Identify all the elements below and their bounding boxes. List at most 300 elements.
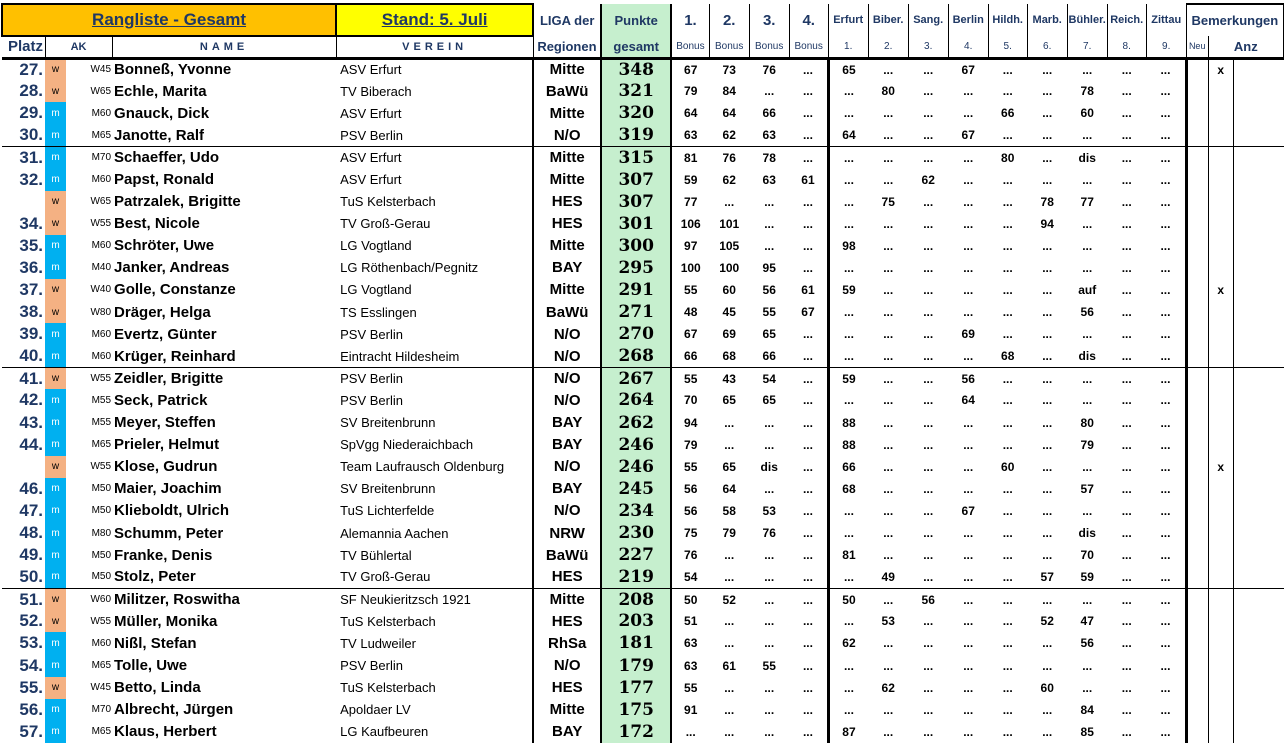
race-result-cell: ... — [1121, 724, 1132, 739]
race-result-cell: ... — [828, 146, 868, 168]
bonus-cell: 63 — [762, 128, 776, 143]
race-result-cell: ... — [843, 349, 854, 364]
bonus-cell: 97 — [684, 238, 698, 253]
race-result-cell: ... — [963, 260, 974, 275]
race-result-cell: ... — [1082, 658, 1093, 673]
blank-cell — [1233, 345, 1283, 367]
race-result-cell: ... — [1002, 194, 1013, 209]
race-result-cell: ... — [1082, 459, 1093, 474]
gender-badge — [45, 323, 66, 345]
race-result-cell: 69 — [961, 327, 975, 342]
race-result-cell: 77 — [1080, 194, 1094, 209]
bonus-cell: ... — [764, 238, 775, 253]
race-result-cell: ... — [963, 569, 974, 584]
anz-cell — [1208, 235, 1233, 257]
race-result-cell: ... — [1082, 62, 1093, 77]
bonus-cell: 73 — [722, 62, 736, 77]
blank-cell — [1233, 412, 1283, 434]
race-result-cell: ... — [883, 238, 894, 253]
neu-cell — [1186, 500, 1208, 522]
blank-cell — [1233, 500, 1283, 522]
bonus-cell: ... — [789, 632, 828, 654]
athlete-name-cell: Janotte, Ralf — [114, 126, 205, 144]
table-row — [2, 456, 1284, 478]
table-row — [2, 412, 1284, 434]
total-points-cell: 307 — [601, 191, 671, 213]
anz-cell — [1208, 544, 1233, 566]
race-result-cell: ... — [1042, 260, 1053, 275]
race-result-cell: 56 — [1080, 305, 1094, 320]
race-result-cell: ... — [843, 614, 854, 629]
blank-cell — [1233, 389, 1283, 411]
race-result-cell: ... — [1027, 367, 1067, 389]
bonus-cell: 100 — [719, 260, 740, 275]
bonus-cell: 58 — [722, 503, 736, 518]
neu-cell — [1186, 389, 1208, 411]
race-result-cell: ... — [923, 128, 934, 143]
anz-cell — [1208, 500, 1233, 522]
age-class-cell: W45 — [90, 682, 112, 694]
gender-label: m — [51, 571, 60, 583]
total-points-cell: 262 — [601, 412, 671, 434]
total-points-cell: 175 — [601, 699, 671, 721]
race-result-cell: ... — [1121, 614, 1132, 629]
race-result-cell: 62 — [921, 172, 935, 187]
table-row — [2, 566, 1284, 588]
gender-badge — [45, 699, 66, 721]
bonus-cell: ... — [724, 569, 735, 584]
anz-cell — [1208, 721, 1233, 743]
race-result-cell: ... — [963, 459, 974, 474]
race-result-cell: ... — [963, 305, 974, 320]
gender-label: w — [51, 64, 60, 76]
race-result-cell: 56 — [1080, 636, 1094, 651]
race-result-cell: ... — [1082, 128, 1093, 143]
rank-cell: 43. — [19, 412, 44, 432]
race-result-cell: ... — [1146, 699, 1186, 721]
race-result-cell: ... — [843, 84, 854, 99]
age-class-cell: M40 — [91, 262, 112, 274]
club-cell: LG Vogtland — [340, 238, 412, 254]
race-result-cell: ... — [843, 702, 854, 717]
club-cell: TuS Kelsterbach — [340, 613, 436, 629]
race-result-cell: 50 — [828, 588, 868, 610]
bonus-cell: 68 — [722, 349, 736, 364]
race-result-cell: ... — [963, 481, 974, 496]
athlete-name-cell: Bonneß, Yvonne — [114, 61, 232, 79]
race-result-cell: ... — [923, 459, 934, 474]
race-result-cell: ... — [963, 437, 974, 452]
rank-cell: 49. — [19, 545, 44, 565]
race-result-cell: 84 — [1080, 702, 1094, 717]
bonus-cell: ... — [764, 437, 775, 452]
race-result-cell: ... — [883, 702, 894, 717]
gender-label: w — [51, 306, 60, 318]
blank-cell — [1233, 677, 1283, 699]
athlete-name-cell: Echle, Marita — [114, 82, 207, 100]
total-points-cell: 245 — [601, 478, 671, 500]
race-result-cell: 56 — [908, 588, 948, 610]
anz-cell: x — [1208, 279, 1233, 301]
rank-cell: 42. — [19, 390, 44, 410]
race-result-cell: ... — [1067, 588, 1107, 610]
league-cell: RhSa — [533, 632, 601, 654]
bonus-cell: 60 — [722, 282, 736, 297]
gender-label: m — [51, 262, 60, 274]
race-result-cell: ... — [883, 415, 894, 430]
liga-header-2: Regionen — [533, 36, 601, 58]
bonus-cell: 55 — [684, 459, 698, 474]
bonus-cell: ... — [789, 124, 828, 146]
race-result-cell: ... — [963, 702, 974, 717]
table-row — [2, 323, 1284, 345]
race-result-cell: ... — [1042, 702, 1053, 717]
gender-label: m — [51, 394, 60, 406]
club-cell: PSV Berlin — [340, 127, 403, 143]
race-result-cell: ... — [908, 146, 948, 168]
league-cell: Mitte — [533, 279, 601, 301]
club-cell: ASV Erfurt — [340, 62, 402, 78]
race-result-cell: ... — [1121, 238, 1132, 253]
rank-cell: 32. — [19, 169, 44, 189]
race-result-cell: ... — [923, 636, 934, 651]
remarks-header: Bemerkungen — [1186, 4, 1283, 36]
club-cell: LG Vogtland — [340, 282, 412, 298]
race-result-cell: ... — [883, 481, 894, 496]
anz-cell — [1208, 522, 1233, 544]
race-result-cell: ... — [1002, 503, 1013, 518]
rank-cell: 30. — [19, 125, 44, 145]
race-result-cell: ... — [1146, 191, 1186, 213]
gender-badge — [45, 655, 66, 677]
race-result-cell: 85 — [1080, 724, 1094, 739]
bonus-cell: ... — [724, 636, 735, 651]
total-points-cell: 307 — [601, 168, 671, 190]
gender-badge — [45, 345, 66, 367]
bonus-cell: 51 — [684, 614, 698, 629]
gender-badge — [45, 146, 66, 168]
race-result-cell: ... — [883, 172, 894, 187]
race-num: 5. — [988, 36, 1027, 58]
race-result-cell: ... — [1121, 172, 1132, 187]
verein-header: VEREIN — [336, 36, 533, 58]
bonus-cell: 52 — [709, 588, 749, 610]
race-result-cell: ... — [1121, 636, 1132, 651]
age-class-cell: W55 — [90, 218, 112, 230]
table-row — [2, 478, 1284, 500]
bonus-cell: ... — [764, 724, 775, 739]
bonus-cell: 67 — [684, 62, 698, 77]
race-result-cell: ... — [963, 216, 974, 231]
league-cell: N/O — [533, 655, 601, 677]
age-class-cell: W65 — [90, 85, 112, 97]
race-result-cell: ... — [1042, 349, 1053, 364]
neu-cell — [1186, 80, 1208, 102]
neu-cell — [1186, 124, 1208, 146]
neu-cell — [1186, 655, 1208, 677]
race-result-cell: 67 — [961, 62, 975, 77]
race-result-cell: 64 — [961, 393, 975, 408]
athlete-name-cell: Betto, Linda — [114, 679, 201, 697]
race-result-cell: ... — [883, 724, 894, 739]
race-result-cell: ... — [1042, 393, 1053, 408]
club-cell: Apoldaer LV — [340, 702, 411, 718]
race-result-cell: ... — [1042, 238, 1053, 253]
race-result-cell: ... — [1146, 124, 1186, 146]
race-result-cell: ... — [1146, 235, 1186, 257]
athlete-name-cell: Meyer, Steffen — [114, 414, 216, 432]
bonus-cell: ... — [724, 415, 735, 430]
race-result-cell: ... — [883, 526, 894, 541]
gender-badge — [45, 566, 66, 588]
gender-label: w — [51, 373, 60, 385]
race-result-cell: ... — [1146, 632, 1186, 654]
race-result-cell: ... — [1121, 481, 1132, 496]
blank-cell — [1233, 323, 1283, 345]
gender-label: m — [51, 107, 60, 119]
league-cell: BAY — [533, 721, 601, 743]
rank-cell: 46. — [19, 478, 44, 498]
race-result-cell: ... — [1146, 478, 1186, 500]
race-result-cell: ... — [1146, 389, 1186, 411]
neu-cell — [1186, 235, 1208, 257]
race-result-cell: ... — [1121, 548, 1132, 563]
race-result-cell: ... — [1002, 216, 1013, 231]
anz-cell — [1208, 213, 1233, 235]
race-result-cell: ... — [1146, 301, 1186, 323]
athlete-name-cell: Militzer, Roswitha — [112, 588, 336, 610]
bonus-cell: 59 — [684, 172, 698, 187]
race-result-cell: ... — [883, 327, 894, 342]
race-result-cell: ... — [1146, 146, 1186, 168]
bonus-cell: ... — [789, 610, 828, 632]
race-result-cell: ... — [1002, 305, 1013, 320]
table-row — [2, 544, 1284, 566]
race-result-cell: ... — [1042, 548, 1053, 563]
anz-cell — [1208, 699, 1233, 721]
race-result-cell: ... — [1121, 282, 1132, 297]
anz-cell — [1208, 345, 1233, 367]
race-result-cell: 66 — [1001, 106, 1015, 121]
race-result-cell: ... — [843, 526, 854, 541]
athlete-name-cell: Prieler, Helmut — [114, 436, 220, 454]
race-result-cell: ... — [963, 724, 974, 739]
race-result-cell: ... — [868, 367, 908, 389]
race-result-cell: ... — [963, 614, 974, 629]
table-row — [2, 146, 1284, 168]
bonus-cell: ... — [764, 415, 775, 430]
race-result-cell: ... — [1002, 724, 1013, 739]
race-result-cell: ... — [883, 437, 894, 452]
race-col-header: Zittau — [1146, 4, 1186, 36]
total-points-cell: 227 — [601, 544, 671, 566]
race-result-cell: ... — [923, 238, 934, 253]
race-result-cell: ... — [963, 526, 974, 541]
gender-label: m — [51, 704, 60, 716]
age-class-cell: W65 — [90, 196, 112, 208]
race-result-cell: dis — [1078, 526, 1096, 541]
rank-cell: 40. — [19, 346, 44, 366]
bonus-cell: 64 — [722, 106, 736, 121]
race-result-cell: 47 — [1080, 614, 1094, 629]
bonus-cell: 61 — [789, 168, 828, 190]
league-cell: BAY — [533, 257, 601, 279]
blank-cell — [1233, 721, 1283, 743]
neu-cell — [1186, 323, 1208, 345]
league-cell: BAY — [533, 434, 601, 456]
total-points-cell: 230 — [601, 522, 671, 544]
bonus-cell: 63 — [684, 128, 698, 143]
age-class-cell: W55 — [90, 615, 112, 627]
race-result-cell: ... — [1082, 238, 1093, 253]
race-result-cell: ... — [923, 106, 934, 121]
sheet-title: Rangliste - Gesamt — [2, 4, 336, 36]
rank-cell: 38. — [19, 302, 44, 322]
race-result-cell: 59 — [1080, 569, 1094, 584]
race-result-cell: ... — [1042, 459, 1053, 474]
blank-cell — [1233, 434, 1283, 456]
athlete-name-cell: Nißl, Stefan — [114, 634, 197, 652]
league-cell: HES — [533, 566, 601, 588]
race-result-cell: ... — [1002, 393, 1013, 408]
race-result-cell: 75 — [881, 194, 895, 209]
race-result-cell: ... — [1082, 393, 1093, 408]
blank-cell — [1233, 191, 1283, 213]
league-cell: N/O — [533, 124, 601, 146]
age-class-cell: M65 — [91, 660, 112, 672]
league-cell: N/O — [533, 456, 601, 478]
bonus-cell: dis — [760, 459, 778, 474]
race-result-cell: ... — [923, 216, 934, 231]
race-result-cell: ... — [963, 680, 974, 695]
race-result-cell: ... — [1121, 327, 1132, 342]
total-points-cell: 270 — [601, 323, 671, 345]
total-points-cell: 301 — [601, 213, 671, 235]
bonus-cell: 95 — [762, 260, 776, 275]
total-points-cell: 177 — [601, 677, 671, 699]
race-result-cell: ... — [1042, 636, 1053, 651]
race-result-cell: 81 — [842, 548, 856, 563]
club-cell: PSV Berlin — [336, 367, 533, 389]
bonus-cell: ... — [764, 548, 775, 563]
age-class-cell: M60 — [91, 174, 112, 186]
ranking-rows — [2, 58, 1284, 743]
race-result-cell: ... — [1042, 282, 1053, 297]
anz-cell — [1208, 610, 1233, 632]
race-result-cell: ... — [868, 588, 908, 610]
bonus-cell: 43 — [709, 367, 749, 389]
race-result-cell: ... — [923, 349, 934, 364]
race-result-cell: ... — [1121, 260, 1132, 275]
bonus-cell: ... — [724, 724, 735, 739]
race-result-cell: ... — [1002, 636, 1013, 651]
age-class-cell: M50 — [91, 483, 112, 495]
bonus-cell: 66 — [762, 349, 776, 364]
race-result-cell: ... — [1121, 106, 1132, 121]
athlete-name-cell: Franke, Denis — [114, 546, 213, 564]
race-result-cell: ... — [1082, 503, 1093, 518]
race-result-cell: 80 — [881, 84, 895, 99]
race-result-cell: ... — [883, 393, 894, 408]
bonus-cell: 79 — [722, 526, 736, 541]
gender-label: m — [51, 637, 60, 649]
race-result-cell: ... — [1002, 172, 1013, 187]
anz-cell — [1208, 655, 1233, 677]
age-class-cell: M60 — [91, 637, 112, 649]
race-result-cell: 60 — [1040, 680, 1054, 695]
anz-cell: x — [1208, 58, 1233, 80]
club-cell: SpVgg Niederaichbach — [340, 437, 474, 453]
bonus-cell: ... — [764, 702, 775, 717]
race-result-cell: ... — [1146, 522, 1186, 544]
gender-label: w — [51, 594, 60, 606]
blank-cell — [1233, 655, 1283, 677]
total-points-cell: 246 — [601, 456, 671, 478]
anz-cell — [1208, 588, 1233, 610]
athlete-name-cell: Maier, Joachim — [114, 480, 222, 498]
league-cell: HES — [533, 213, 601, 235]
club-cell: TV Ludweiler — [340, 635, 416, 651]
race-result-cell: ... — [1082, 216, 1093, 231]
total-points-cell: 315 — [601, 146, 671, 168]
table-row — [2, 522, 1284, 544]
bonus-cell: 77 — [684, 194, 698, 209]
race-num: 1. — [828, 36, 868, 58]
bonus-cell: 63 — [762, 172, 776, 187]
table-row — [2, 213, 1284, 235]
gender-label: m — [51, 350, 60, 362]
blank-cell — [1233, 102, 1283, 124]
gender-badge — [45, 389, 66, 411]
race-result-cell: 62 — [881, 680, 895, 695]
bonus-cell: 53 — [762, 503, 776, 518]
bonus-cell: ... — [789, 478, 828, 500]
anz-cell — [1208, 434, 1233, 456]
bonus-cell: ... — [724, 680, 735, 695]
bonus-cell: ... — [724, 548, 735, 563]
age-class-cell: M65 — [91, 439, 112, 451]
rank-cell: 50. — [19, 566, 44, 586]
total-points-cell: 271 — [601, 301, 671, 323]
race-result-cell: ... — [843, 216, 854, 231]
race-result-cell: ... — [843, 393, 854, 408]
age-class-cell: W55 — [66, 367, 112, 389]
athlete-name-cell: Krüger, Reinhard — [114, 347, 236, 365]
bonus-cell: ... — [789, 102, 828, 124]
league-cell: N/O — [533, 345, 601, 367]
rank-cell: 53. — [19, 633, 44, 653]
race-result-cell: ... — [923, 503, 934, 518]
blank-cell — [1233, 58, 1283, 80]
race-result-cell: ... — [1121, 437, 1132, 452]
bonus-cell: ... — [789, 257, 828, 279]
race-result-cell: ... — [1146, 279, 1186, 301]
gender-badge — [45, 522, 66, 544]
race-result-cell: ... — [883, 62, 894, 77]
gender-badge — [45, 677, 66, 699]
bonus-cell: 101 — [719, 216, 740, 231]
bonus-cell: ... — [764, 84, 775, 99]
club-cell: TuS Lichterfelde — [340, 503, 435, 519]
race-result-cell: ... — [923, 282, 934, 297]
race-result-cell: ... — [1042, 327, 1053, 342]
race-result-cell: 78 — [1040, 194, 1054, 209]
table-row — [2, 588, 1284, 610]
blank-cell — [1233, 522, 1283, 544]
race-result-cell: ... — [1146, 102, 1186, 124]
race-result-cell: ... — [963, 658, 974, 673]
league-cell: BaWü — [533, 544, 601, 566]
